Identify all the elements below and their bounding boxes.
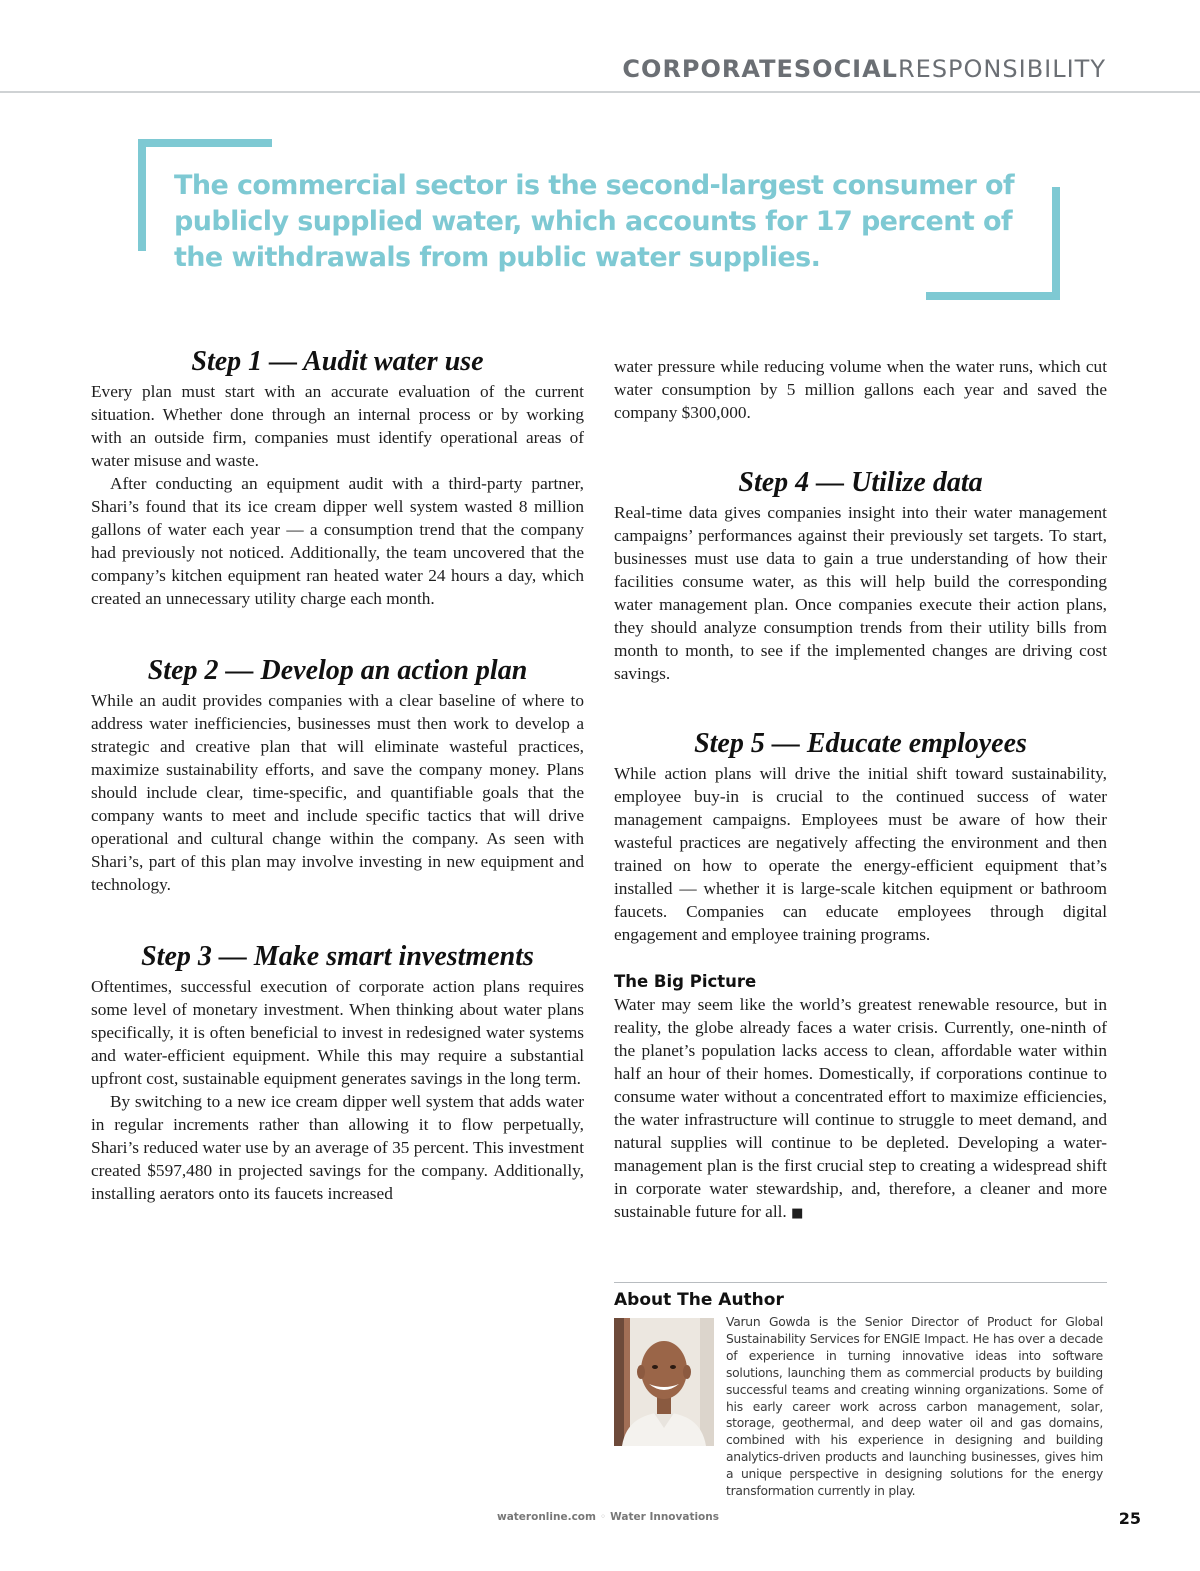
pull-quote-bracket-right	[1052, 187, 1060, 300]
step3-paragraph-1: Oftentimes, successful execution of corporate action plans requires some level of monetary investment. When thinking about water plans specifically, it is often beneficial to invest in redesigned water systems and water-efficient equipment. While this may require a substantial upfront cost, sustainable equipment generates savings in the long term.	[91, 977, 584, 1088]
footer-source	[0, 1511, 1200, 1523]
step1-paragraph-2: After conducting an equipment audit with a third-party partner, Shari’s found that its ice cream dipper well system wasted 8 million gallons of water each year — a consumption trend that the company had previously not noticed. Additionally, the team uncovered that the company’s kitchen equipment ran heated water 24 hours a day, which created an unnecessary utility charge each month.	[91, 474, 584, 608]
author-divider	[614, 1282, 1107, 1283]
step1-paragraph-1: Every plan must start with an accurate evaluation of the current situation. Whether done through an internal process or by working with an outside firm, companies must identify operational areas of water misuse and waste.	[91, 382, 584, 470]
step3-heading: Step 3 — Make smart investments	[141, 941, 534, 972]
pull-quote: The commercial sector is the second-largest consumer of publicly supplied water, which accounts for 17 percent of the withdrawals from public water supplies.	[174, 170, 1015, 273]
section-title-part3: RESPONSIBILITY	[897, 55, 1106, 83]
left-column	[91, 344, 584, 1205]
pull-quote-bracket-left	[138, 139, 146, 251]
step5-heading: Step 5 — Educate employees	[694, 728, 1027, 759]
section-title	[622, 55, 1106, 83]
header-divider	[0, 91, 1200, 93]
author-heading: About The Author	[614, 1290, 784, 1310]
author-bio: Varun Gowda is the Senior Director of Product for Global Sustainability Services for ENGIE Impact. He has over a decade of experience in turning innovative ideas into software solutions, launching them as commercial products by building successful teams and creating winning organizations. Some of his early career work across carbon management, solar, storage, geothermal, and deep water oil and gas domains, combined with his experience in designing and building analytics-driven products and launching businesses, gives him a unique perspective in designing solutions for the energy transformation currently in play.	[726, 1315, 1103, 1499]
pull-quote-bracket-bottom	[926, 292, 1060, 300]
section-title-part2: SOCIAL	[793, 55, 898, 83]
footer-separator: ◦	[599, 1511, 607, 1523]
step3-paragraph-2-continued: water pressure while reducing volume when the water runs, which cut water consumption by 5 million gallons each year and saved the company $300,000.	[614, 357, 1107, 422]
step2-paragraph-1: While an audit provides companies with a clear baseline of where to address water inefficiencies, businesses must then work to develop a strategic and creative plan that will eliminate wasteful practices, maximize sustainability efforts, and save the company money. Plans should include clear, time-specific, and quantifiable goals that the company wants to meet and include specific tactics that will drive operational and cultural change within the company. As seen with Shari’s, part of this plan may involve investing in new equipment and technology.	[91, 691, 584, 894]
step4-heading: Step 4 — Utilize data	[738, 467, 983, 498]
step5-paragraph-1: While action plans will drive the initial shift toward sustainability, employee buy-in is crucial to the continued success of water management campaigns. Employees must be aware of how their wasteful practices are negatively affecting the environment and then trained on how to operate the energy-efficient equipment that’s installed — whether it is large-scale kitchen equipment or bathroom faucets. Companies can educate employees through digital engagement and employee training programs.	[614, 764, 1107, 944]
right-column	[614, 355, 1107, 1225]
step4-paragraph-1: Real-time data gives companies insight into their water management campaigns’ performances against their previously set targets. To start, businesses must use data to gain a true understanding of how their facilities consume water, as this will help build the corresponding water management plan. Once companies execute their action plans, they should analyze consumption trends from their utility bills from month to month, to see if the implemented changes are driving cost savings.	[614, 503, 1107, 683]
page-number: 25	[1118, 1509, 1141, 1528]
big-picture-paragraph	[614, 993, 1107, 1225]
pull-quote-bracket-top	[138, 139, 272, 147]
footer-publication: Water Innovations	[610, 1511, 719, 1523]
step1-heading: Step 1 — Audit water use	[191, 346, 484, 377]
section-title-part1: CORPORATE	[622, 55, 794, 83]
step3-paragraph-2: By switching to a new ice cream dipper well system that adds water in regular increments rather than allowing it to flow perpetually, Shari’s reduced water use by an average of 35 percent. This investment created $597,480 in projected savings for the company. Additionally, installing aerators onto its faucets increased	[91, 1092, 584, 1203]
big-picture-text: Water may seem like the world’s greatest renewable resource, but in reality, the globe already faces a water crisis. Currently, one-ninth of the planet’s population lacks access to clean, affordable water within half an hour of their homes. Domestically, if corporations continue to consume water without a concentrated effort to maximize efficiencies, the water infrastructure will continue to struggle to meet demand, and natural supplies will continue to be depleted. Developing a water-management plan is the first crucial step to creating a widespread shift in corporate water stewardship, and, therefore, a cleaner and more sustainable future for all.	[614, 995, 1107, 1221]
footer-site-link[interactable]: wateronline.com	[497, 1511, 596, 1523]
author-photo	[614, 1318, 714, 1446]
big-picture-heading: The Big Picture	[614, 972, 757, 991]
end-mark-icon: ■	[791, 1206, 804, 1221]
step2-heading: Step 2 — Develop an action plan	[147, 655, 528, 686]
